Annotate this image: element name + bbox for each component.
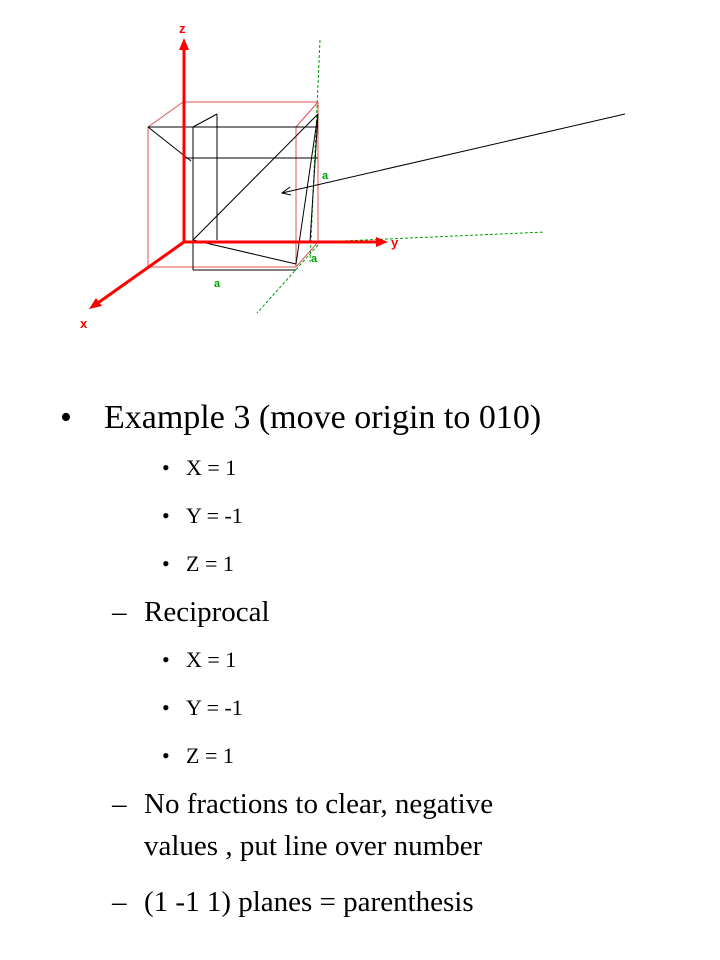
- unit-cell-diagram: [0, 0, 720, 350]
- reciprocal-heading: Reciprocal: [144, 596, 270, 628]
- intercept-z: Z = 1: [186, 551, 234, 576]
- guide-diagonal: [257, 245, 318, 313]
- result-line: (1 -1 1) planes = parenthesis: [144, 886, 474, 918]
- x-axis: [95, 242, 184, 305]
- dimension-label-width: a: [214, 278, 221, 290]
- dash: –: [112, 886, 127, 918]
- reciprocal-x: X = 1: [186, 647, 237, 672]
- axis-label-x: x: [80, 316, 88, 331]
- pointer-arrow: [282, 114, 625, 195]
- note-line-2: values , put line over number: [144, 830, 483, 862]
- axis-label-z: z: [179, 21, 186, 36]
- reciprocal-y: Y = -1: [186, 695, 243, 720]
- bullet: •: [162, 455, 170, 480]
- dimension-guides: [257, 40, 545, 313]
- axis-label-y: y: [391, 235, 399, 250]
- bullet: •: [162, 647, 170, 672]
- example-heading: Example 3 (move origin to 010): [104, 399, 542, 436]
- bullet: •: [60, 399, 72, 436]
- intercept-y: Y = -1: [186, 503, 243, 528]
- y-arrowhead: [376, 237, 388, 247]
- note-line-1: No fractions to clear, negative: [144, 788, 494, 820]
- bullet: •: [162, 551, 170, 576]
- dimension-label-depth: a: [311, 253, 318, 265]
- dash: –: [112, 788, 127, 820]
- reciprocal-z: Z = 1: [186, 743, 234, 768]
- bullet: •: [162, 503, 170, 528]
- plane-lines: [148, 114, 318, 270]
- axis-arrowheads: [89, 38, 388, 309]
- dimension-label-vertical: a: [322, 170, 329, 182]
- axes: [95, 44, 382, 305]
- bullet: •: [162, 743, 170, 768]
- intercept-x: X = 1: [186, 455, 237, 480]
- bullet: •: [162, 695, 170, 720]
- dash: –: [112, 596, 127, 628]
- z-arrowhead: [179, 38, 189, 50]
